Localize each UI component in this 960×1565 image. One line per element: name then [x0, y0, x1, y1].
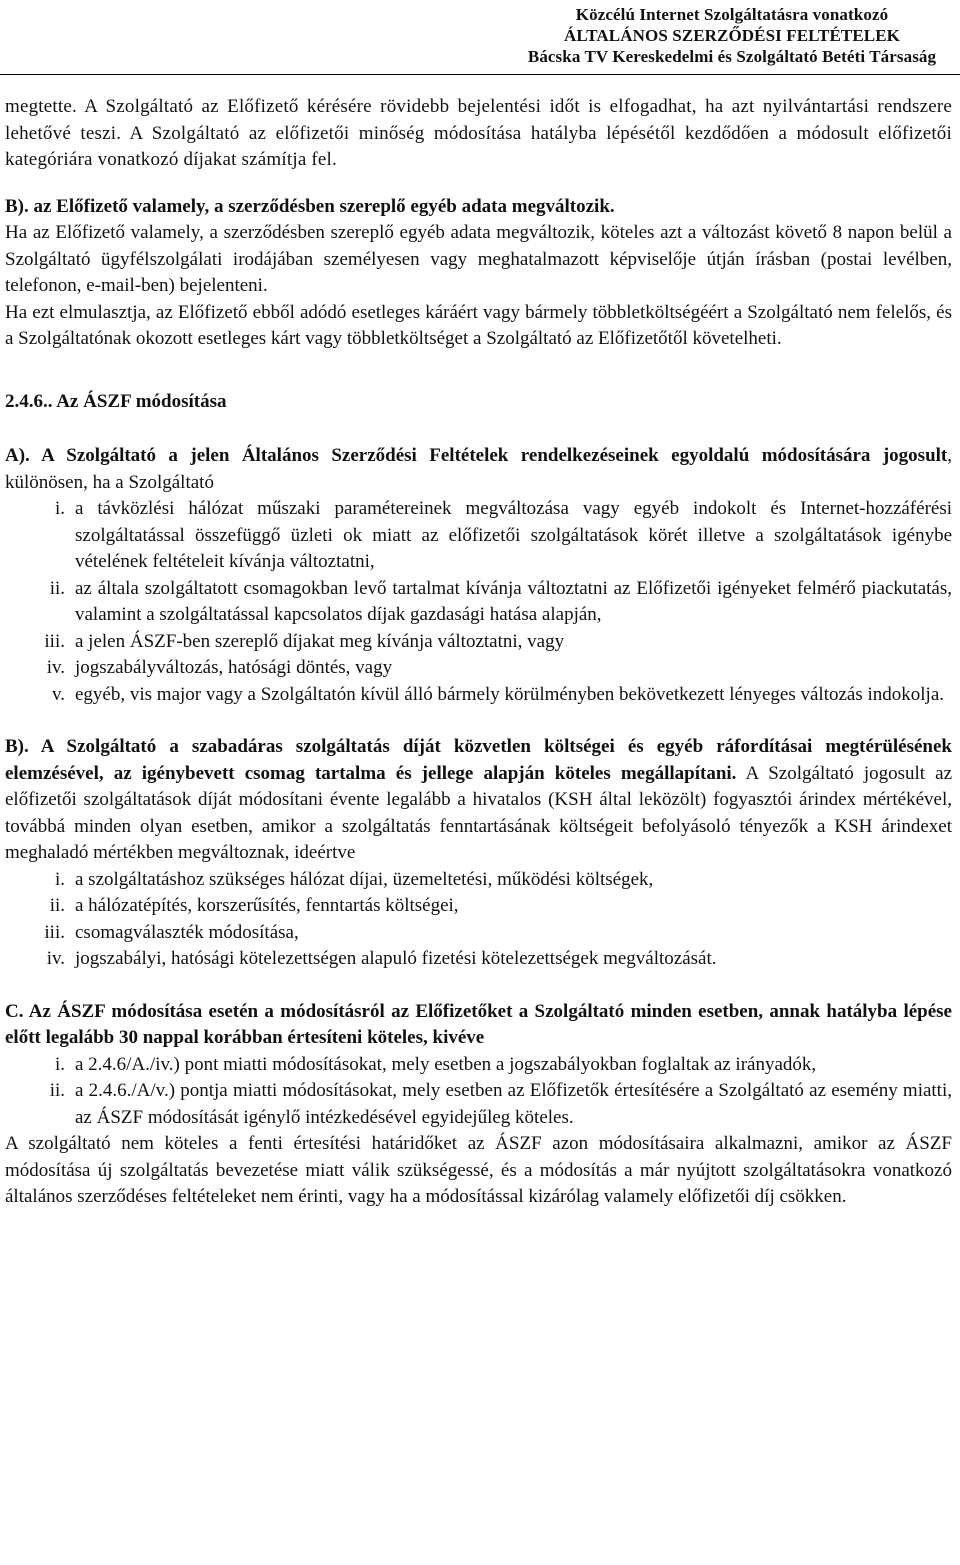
- list-item-number: ii.: [49, 1080, 65, 1101]
- list-item-text: a távközlési hálózat műszaki paramétereinek megváltozása vagy egyéb indokolt és Internet-hozzáférési szolgáltatással összefüggő üzleti ok miatt az előfizetői szolgáltatások körét illetve a szolgáltatások igénybe vételének feltételeit kívánja változtatni,: [75, 498, 952, 572]
- section-a-heading-rest: , különösen, ha a Szolgáltató: [5, 445, 952, 493]
- section-title: 2.4.6.. Az ÁSZF módosítása: [5, 390, 227, 412]
- list-item-number: iii.: [44, 630, 65, 652]
- list-item-number: ii.: [49, 895, 65, 916]
- list-item-text: a jelen ÁSZF-ben szereplő díjakat meg kívánja változtatni, vagy: [75, 630, 565, 652]
- list-item: [5, 920, 952, 947]
- section-b-paragraph-2: Ha ezt elmulasztja, az Előfizető ebből adódó esetleges káráért vagy bármely többletköltségéért a Szolgáltató nem felelős, és a Szolgáltatónak okozott esetleges kárt vagy többletköltséget a Szolgáltató az Előfizetőtől követelheti.: [5, 301, 952, 349]
- section-b-pricing-bold: B). A Szolgáltató a szabadáras szolgáltatás díját közvetlen költségei és egyéb ráfordításai megtérülésének elemzésével, az igénybevett csomag tartalma és jellege alapján köteles megállapítani.: [5, 736, 952, 784]
- list-item: [5, 655, 952, 682]
- list-item-number: iv.: [46, 657, 65, 678]
- list-item: [5, 867, 952, 894]
- list-item: [5, 1052, 952, 1079]
- section-b-paragraph-1: Ha az Előfizető valamely, a szerződésben szereplő egyéb adata megváltozik, köteles azt a változást követő 8 napon belül a Szolgáltató ügyfélszolgálati irodájában személyesen vagy meghatalmazott képviselője útján írásban (postai levélben, telefonon, e-mail-ben) bejelenteni.: [5, 222, 952, 296]
- list-item-text: egyéb, vis major vagy a Szolgáltatón kívül álló bármely körülményben bekövetkezett lényeges változás indokolja.: [75, 683, 944, 705]
- header-divider: [0, 74, 960, 75]
- list-item-text: jogszabályváltozás, hatósági döntés, vagy: [75, 657, 393, 678]
- list-item: [5, 576, 952, 629]
- section-a-heading-bold: A). A Szolgáltató a jelen Általános Szerződési Feltételek rendelkezéseinek egyoldalú módosítására jogosult: [5, 445, 948, 466]
- list-item-number: ii.: [49, 577, 65, 599]
- header-line-3: Bácska TV Kereskedelmi és Szolgáltató Betéti Társaság: [527, 47, 937, 66]
- section-c-heading: C. Az ÁSZF módosítása esetén a módosításról az Előfizetőket a Szolgáltató minden esetben, annak hatályba lépése előtt legalább 30 nappal korábban értesíteni köteles, kivéve: [5, 1000, 952, 1048]
- header-line-1: Közcélú Internet Szolgáltatásra vonatkozó: [575, 5, 889, 24]
- list-item-number: i.: [54, 1053, 65, 1075]
- header-line-2: ÁLTALÁNOS SZERZŐDÉSI FELTÉTELEK: [564, 26, 900, 45]
- list-item-number: v.: [51, 683, 65, 705]
- list-item-number: i.: [54, 498, 65, 519]
- list-item-text: jogszabályi, hatósági kötelezettségen alapuló fizetési kötelezettségek megváltozását.: [75, 948, 717, 969]
- section-c-list: [5, 1052, 952, 1132]
- list-item-text: a 2.4.6./A/v.) pontja miatti módosításokat, mely esetben az Előfizetők értesítésére a Szolgáltató az esemény miatti, az ÁSZF módosítását igénylő intézkedésével egyidejűleg köteles.: [75, 1080, 952, 1128]
- list-item-text: az általa szolgáltatott csomagokban levő tartalmat kívánja változtatni az Előfizetői igényeket felmérő piackutatás, valamint a szolgáltatással kapcsolatos díjak gazdasági hatása alapján,: [75, 577, 952, 625]
- list-item-text: a 2.4.6/A./iv.) pont miatti módosításokat, mely esetben a jogszabályokban foglaltak az irányadók,: [75, 1053, 817, 1075]
- list-item-text: a hálózatépítés, korszerűsítés, fenntartás költségei,: [75, 895, 459, 916]
- list-item-text: csomagválaszték módosítása,: [75, 921, 299, 943]
- section-b-list: [5, 867, 952, 973]
- list-item: [5, 893, 952, 920]
- section-b-heading: B). az Előfizető valamely, a szerződésben szereplő egyéb adata megváltozik.: [5, 195, 615, 217]
- intro-paragraph: megtette. A Szolgáltató az Előfizető kérésére rövidebb bejelentési időt is elfogadhat, ha azt nyilvántartási rendszere lehetővé teszi. A Szolgáltató az előfizetői minőség módosítása hatályba lépésétől kezdődően a módosult előfizetői kategóriára vonatkozó díjakat számítja fel.: [5, 96, 952, 170]
- list-item: [5, 946, 952, 973]
- list-item: [5, 629, 952, 656]
- section-a-list: [5, 496, 952, 708]
- page-header: [512, 4, 952, 67]
- list-item: [5, 1078, 952, 1131]
- list-item-number: iii.: [44, 921, 65, 943]
- section-b-pricing: [5, 734, 952, 867]
- list-item-number: iv.: [46, 948, 65, 969]
- list-item-number: i.: [54, 868, 65, 890]
- document-body: [5, 76, 952, 1211]
- closing-paragraph: A szolgáltató nem köteles a fenti értesítési határidőket az ÁSZF azon módosításaira alkalmazni, amikor az ÁSZF módosítása új szolgáltatás bevezetése miatt válik szükségessé, és a módosítás a már nyújtott szolgáltatásokra vonatkozó általános szerződéses feltételeket nem érinti, vagy ha a módosítással kizárólag valamely előfizetői díj csökken.: [5, 1133, 952, 1207]
- list-item: [5, 496, 952, 576]
- section-b-pricing-rest: A Szolgáltató jogosult az előfizetői szolgáltatások díját módosítani évente legalább a hivatalos (KSH által leközölt) fogyasztói árindex mértékével, továbbá minden olyan esetben, amikor a szolgáltatás fenntartásának költségeit befolyásoló tényezők a KSH árindexet meghaladó mértékben megváltoznak, ideértve: [5, 762, 953, 863]
- section-a-heading: [5, 443, 952, 496]
- list-item-text: a szolgáltatáshoz szükséges hálózat díjai, üzemeltetési, működési költségek,: [75, 868, 654, 890]
- list-item: [5, 682, 952, 709]
